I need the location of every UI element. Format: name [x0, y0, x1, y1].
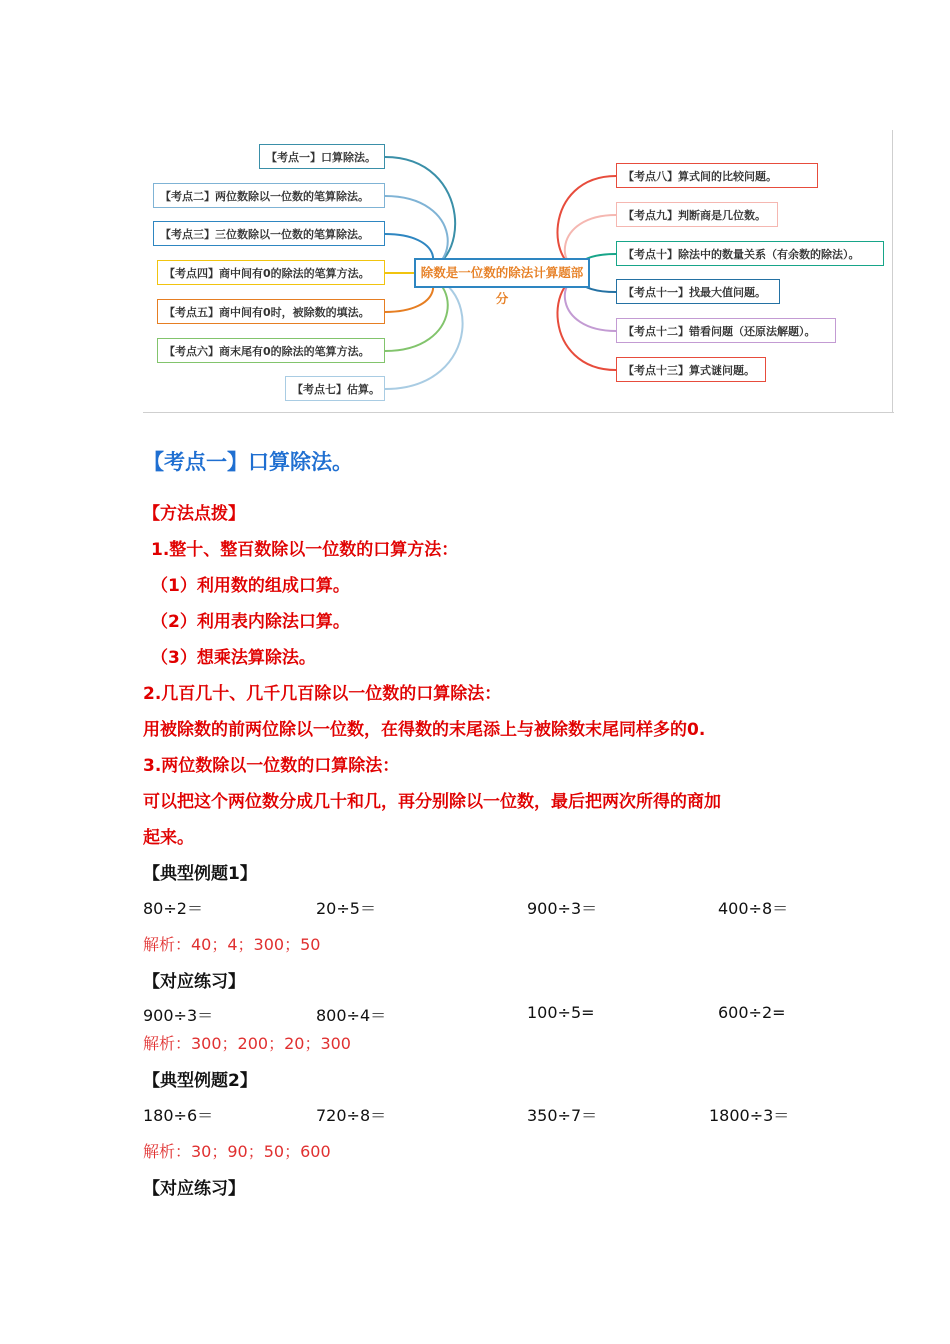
- example-1-answer: 解析：40；4；300；50: [143, 935, 321, 954]
- section-title: 【考点一】口算除法。: [143, 450, 353, 474]
- example-2-item-2: 720÷8＝: [316, 1106, 387, 1125]
- practice-1-item-3: 100÷5=: [527, 1003, 595, 1022]
- method-line-1: 1.整十、整百数除以一位数的口算方法：: [151, 540, 459, 560]
- mindmap-node-7: 【考点七】估算。: [285, 376, 385, 401]
- mindmap-node-3: 【考点三】三位数除以一位数的笔算除法。: [153, 221, 385, 246]
- example-1-item-1: 80÷2＝: [143, 899, 203, 918]
- mindmap-node-10: 【考点十】除法中的数量关系（有余数的除法）。: [616, 241, 884, 266]
- example-2-answer: 解析：30；90；50；600: [143, 1142, 331, 1161]
- method-line-4: （3）想乘法算除法。: [151, 648, 316, 668]
- mindmap-node-6: 【考点六】商末尾有0的除法的笔算方法。: [157, 338, 385, 363]
- example-1-item-3: 900÷3＝: [527, 899, 598, 918]
- method-line-9: 起来。: [143, 828, 194, 848]
- example-2-item-4: 1800÷3＝: [709, 1106, 790, 1125]
- example-1-item-2: 20÷5＝: [316, 899, 376, 918]
- mind-map: [143, 130, 894, 413]
- example-2-title: 【典型例题2】: [143, 1071, 257, 1091]
- mindmap-center-node: 除数是一位数的除法计算题部分: [414, 258, 590, 288]
- practice-1-item-1: 900÷3＝: [143, 1006, 214, 1025]
- mindmap-node-8: 【考点八】算式间的比较问题。: [616, 163, 818, 188]
- mindmap-node-11: 【考点十一】找最大值问题。: [616, 279, 780, 304]
- example-1-item-4: 400÷8＝: [718, 899, 789, 918]
- practice-2-title: 【对应练习】: [143, 1179, 245, 1199]
- mindmap-node-1: 【考点一】口算除法。: [259, 144, 385, 169]
- example-2-item-1: 180÷6＝: [143, 1106, 214, 1125]
- method-line-8: 可以把这个两位数分成几十和几，再分别除以一位数，最后把两次所得的商加: [143, 792, 721, 812]
- method-line-6: 用被除数的前两位除以一位数，在得数的末尾添上与被除数末尾同样多的0.: [143, 720, 706, 740]
- practice-1-item-2: 800÷4＝: [316, 1006, 387, 1025]
- mindmap-node-12: 【考点十二】错看问题（还原法解题）。: [616, 318, 836, 343]
- mindmap-node-13: 【考点十三】算式谜问题。: [616, 357, 766, 382]
- mindmap-node-9: 【考点九】判断商是几位数。: [616, 202, 778, 227]
- mindmap-node-5: 【考点五】商中间有0时，被除数的填法。: [157, 299, 385, 324]
- method-line-5: 2.几百几十、几千几百除以一位数的口算除法：: [143, 684, 502, 704]
- example-1-title: 【典型例题1】: [143, 864, 257, 884]
- method-title: 【方法点拨】: [143, 504, 245, 524]
- method-line-7: 3.两位数除以一位数的口算除法：: [143, 756, 400, 776]
- method-line-2: （1）利用数的组成口算。: [151, 576, 350, 596]
- connector-7: [385, 273, 463, 389]
- practice-1-item-4: 600÷2=: [718, 1003, 786, 1022]
- mindmap-node-2: 【考点二】两位数除以一位数的笔算除法。: [153, 183, 385, 208]
- mindmap-node-4: 【考点四】商中间有0的除法的笔算方法。: [157, 260, 385, 285]
- practice-1-title: 【对应练习】: [143, 972, 245, 992]
- method-line-3: （2）利用表内除法口算。: [151, 612, 350, 632]
- practice-1-answer: 解析：300；200；20；300: [143, 1034, 351, 1053]
- example-2-item-3: 350÷7＝: [527, 1106, 598, 1125]
